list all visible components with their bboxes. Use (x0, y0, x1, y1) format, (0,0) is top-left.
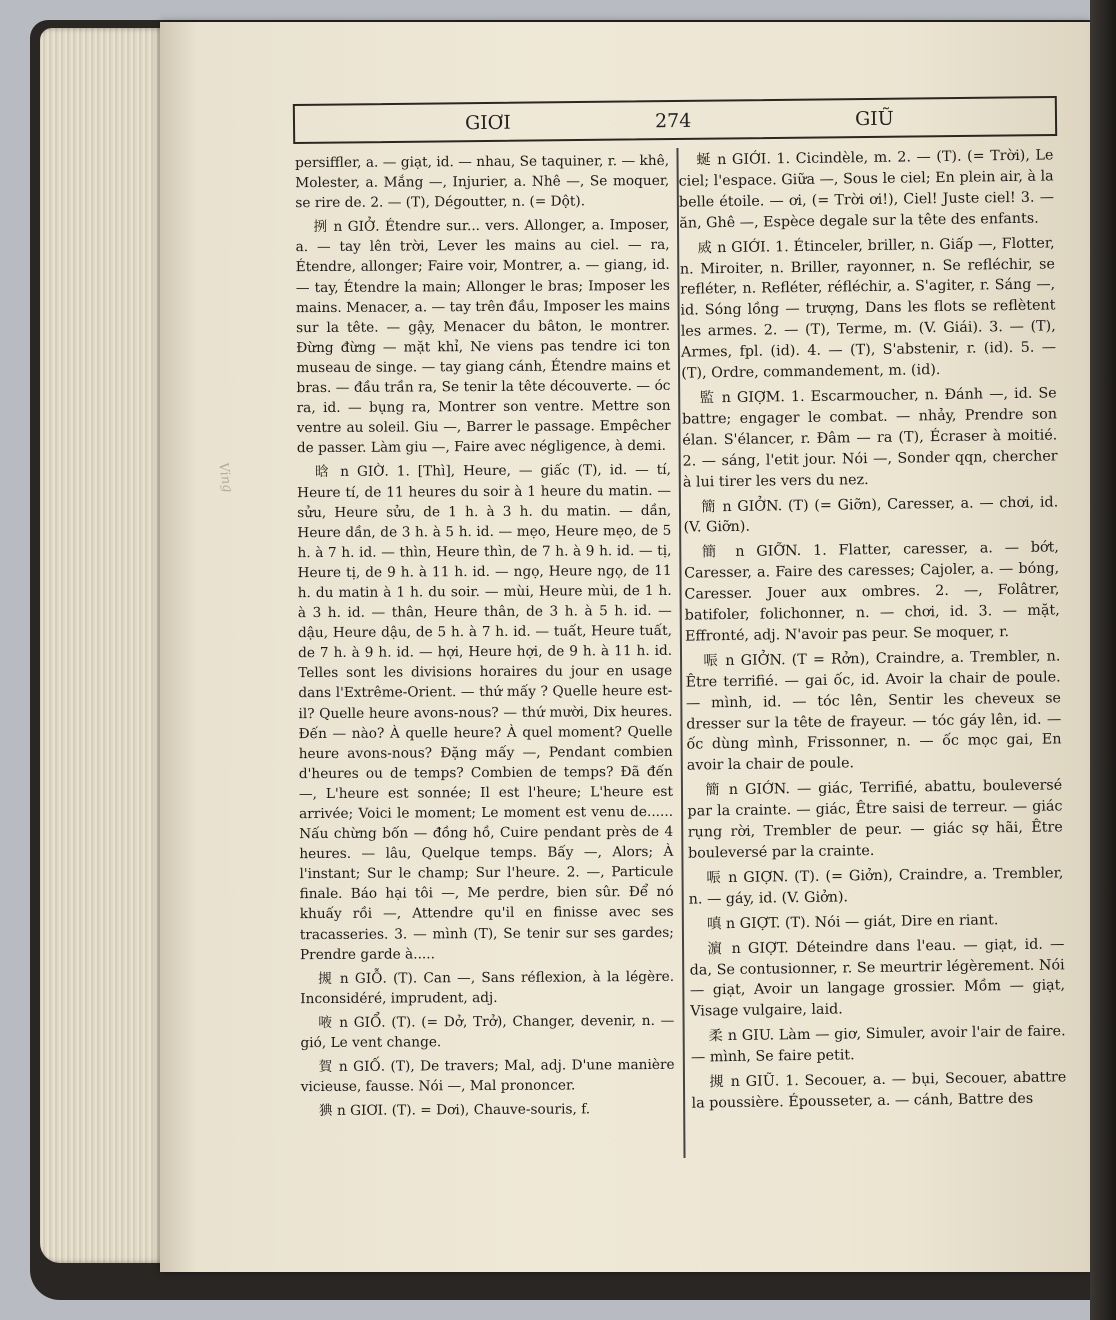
dictionary-entry: 柔 n GIU. Làm — giơ, Simuler, avoir l'air de faire. — mình, Se faire petit. (690, 1023, 1066, 1066)
dictionary-entry: 賀 n GIỐ. (T), De travers; Mal, adj. D'une manière vicieuse, fausse. Nói —, Mal prononcer. (300, 1056, 675, 1096)
running-header (293, 96, 1057, 144)
header-left-word: GIƠI (464, 111, 511, 135)
dictionary-entry: 挒 n GIỞ. Étendre sur... vers. Allonger, a. Imposer, a. — tay lên trời, Lever les mains au ciel. — ra, Étendre, allonger; Faire voir, Montrer, a. — giang, id. — tay, Étendre la main; Allonger le bras; Imposer les mains. Menacer, a. — tay trên đầu, Imposer les mains sur la tête. — gậy, Menacer du bâton, le montrer. Đừng đừng — mặt khỉ, Ne viens pas tendre ici ton museau de singe. — tay giang cánh, Étendre mains et bras. — đầu trần ra, Se tenir la tête découverte. — óc ra, id. — bụng ra, Montrer son ventre. Mettre son ventre au soleil. Giu —, Barrer le passage. Empêcher de passer. Làm giu —, Faire avec négligence, à demi. (295, 217, 671, 457)
facing-page-edge (1090, 0, 1116, 1320)
dictionary-entry: 簡 n GIỠN. 1. Flatter, caresser, a. — bớt, Caresser, a. Faire des caresses; Cajoler, a. — bóng, Caresser. Jouer aux ombres. 2. —, Folâtrer, batifoler, folichonner, n. — chơi, id. 3. — mặt, Effronté, adj. N'avoir pas peur. Se moquer, r. (684, 539, 1060, 645)
dictionary-entry: 㖡 n GIỔ. (T). (= Dở, Trở), Changer, devenir, n. — gió, Le vent change. (300, 1012, 675, 1052)
header-right-word: GIŨ (854, 107, 894, 131)
dictionary-entry: 蜒 n GIỚI. 1. Cicindèle, m. 2. — (T). (= Trời), Le ciel; l'espace. Giữa —, Sous le ciel; En plein air, à la belle étoile. — ơi, (= Trời ơi!), Ciel! Juste ciel! 3. — ăn, Ghê —, Espèce degale sur la tête des enfants. (678, 147, 1055, 232)
left-column (295, 151, 675, 1126)
right-column (678, 145, 1066, 1118)
dictionary-entry: 摫 n GIŨ. 1. Secouer, a. — bụi, Secouer, abattre la poussière. Épousseter, a. — cánh, Battre des (691, 1069, 1067, 1112)
dictionary-entry: 簡 n GIỚN. — giác, Terrifié, abattu, bouleversé par la crainte. — giác, Être saisi de terreur. — giác rụng rời, Trembler de peur. — giác sợ hãi, Être bouleversé par la crainte. (687, 777, 1063, 862)
dictionary-entry: 㖘 n GIỞN. (T = Rởn), Craindre, a. Trembler, n. Être terrifié. — gai ốc, id. Avoir la chair de poule. — mình, id. — tóc lên, Sentir les cheveux se dresser sur la tête de frayeur. — tóc gáy lên, id. — ốc dùng mình, Frissonner, n. — ốc mọc gai, En avoir la chair de poule. (685, 648, 1062, 774)
pencil-margin-note: Ving (215, 461, 235, 494)
dictionary-entry: 摫 n GIỖ. (T). Can —, Sans réflexion, à la légère. Inconsidéré, imprudent, adj. (300, 968, 675, 1007)
dictionary-entry: 晗 n GIỜ. 1. [Thì], Heure, — giấc (T), id. — tí, Heure tí, de 11 heures du soir à 1 heure du matin. — sửu, Heure sửu, de 1 h. à 3 h. du matin. — dần, Heure dần, de 3 h. à 5 h. id. — mẹo, Heure mẹo, de 5 h. à 7 h. id. — thìn, Heure thìn, de 7 h. à 9 h. id. — tị, Heure tị, de 9 h. à 11 h. id. — ngọ, Heure ngọ, de 11 h. du matin à 1 h. du soir. — mùi, Heure mùi, de 1 h. à 3 h. id. — thân, Heure thân, de 3 h. à 5 h. id. — dậu, Heure dậu, de 5 h. à 7 h. id. — tuất, Heure tuất, de 7 h. à 9 h. id. — hợi, Heure hợi, de 9 h. à 11 h. id. Telles sont les divisions horaires du jour en usage dans l'Extrême-Orient. — thứ mấy ? Quelle heure est-il? Quelle heure avons-nous? — thứ mười, Dix heures. Đến — nào? À quelle heure? À quel moment? Quelle heure avons-nous? Đặng mấy —, Pendant combien d'heures ou de temps? Combien de temps? Đã đến —, L'heure est sonnée; Il est l'heure; L'heure est arrivée; Voici le moment; Le moment est venu de...... Nấu chừng bốn — đồng hồ, Cuire pendant près de 4 heures. — lâu, Quelque temps. Bấy —, Alors; À l'instant; Sur le champ; Sur l'heure. 2. —, Particule finale. Báo hại tôi —, Me perdre, bien sûr. Để nó khuấy rồi —, Attendre qu'il en finisse avec ses tracasseries. 3. — mình (T), Se tenir sur ses gardes; Prendre garde à..... (297, 462, 674, 963)
dictionary-entry: 嗔 n GIỢT. (T). Nói — giát, Dire en riant. (706, 911, 999, 933)
dictionary-entry: 猠 n GIƠI. (T). = Dơi), Chauve-souris, f. (318, 1101, 591, 1120)
dictionary-entry: 濵 n GIỢT. Déteindre dans l'eau. — giạt, id. — da, Se contusionner, r. Se meurtrir légèrement. Nói — giạt, Avoir un langage grossier. Mồm — giạt, Visage vulgaire, laid. (689, 935, 1066, 1020)
page-edges (40, 28, 165, 1263)
dictionary-entry: 簡 n GIỞN. (T) (= Giỡn), Caresser, a. — chơi, id. (V. Giỡn). (683, 493, 1059, 537)
dictionary-entry: 監 n GIỢM. 1. Escarmoucher, n. Đánh —, id. Se battre; engager le combat. — nhảy, Prendre son élan. S'élancer, r. Đâm — ra (T), Écraser à moitié. 2. — sáng, l'etit jour. Nói —, Sonder qqn, chercher à lui tirer les vers du nez. (681, 385, 1058, 491)
dictionary-entry: persiffler, a. — giạt, id. — nhau, Se taquiner, r. — khê, Molester, a. Mắng —, Injurier, a. Nhê —, Se moquer, se rire de. 2. — (T), Dégoutter, n. (= Dột). (295, 152, 670, 212)
dictionary-entry: 烕 n GIỚI. 1. Étinceler, briller, n. Giấp —, Flotter, n. Miroiter, n. Briller, rayonner, n. Se refléchir, se refléter, n. Refléter, réfléchir, a. S'agiter, r. Sáng —, id. Sóng lồng — trượng, Dans les flots se reflètent les armes. 2. — (T), Terme, m. (V. Giái). 3. — (T), Armes, fpl. (id). 4. — (T), S'abstenir, r. (id). 5. — (T), Ordre, commandement, m. (id). (679, 235, 1057, 382)
page-number: 274 (654, 109, 692, 133)
dictionary-entry: 㖘 n GIỢN. (T). (= Giởn), Craindre, a. Trembler, n. — gáy, id. (V. Giởn). (688, 865, 1064, 908)
